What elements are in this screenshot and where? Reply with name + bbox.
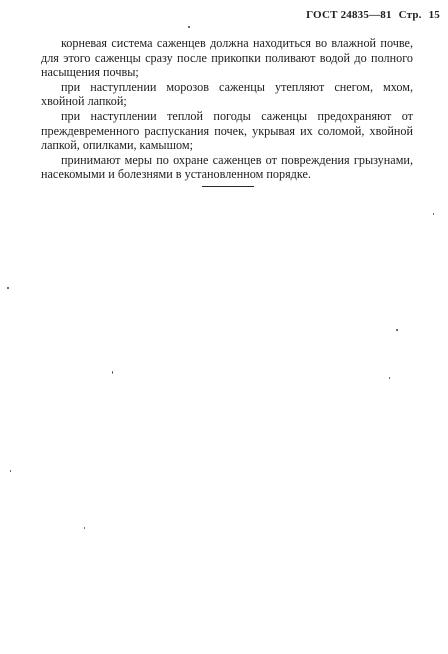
paragraph-warm-weather: при наступлении теплой погоды саженцы предохраняют от преждевременного распускания почек, укрывая их соломой, хвойной лапкой, опилками, камышом; <box>41 108 413 153</box>
paragraph-root-system: корневая система саженцев должна находиться во влажной почве, для этого саженцы сразу после прикопки поливают водой до полного насыщения почвы; <box>41 36 413 80</box>
body-text <box>41 36 413 182</box>
scan-speck <box>396 329 398 331</box>
scan-speck <box>188 26 190 28</box>
scan-speck <box>112 371 113 374</box>
page-label: Стр. <box>398 9 422 21</box>
paragraph-pest-protection: принимают меры по охране саженцев от повреждения грызунами, насекомыми и болезнями в установленном порядке. <box>41 152 413 182</box>
scan-speck <box>7 287 9 289</box>
standard-number: ГОСТ 24835—81 <box>306 9 392 21</box>
page-number: 15 <box>428 9 440 21</box>
scan-speck <box>10 470 11 472</box>
scan-speck <box>433 213 434 215</box>
end-divider <box>202 186 254 187</box>
paragraph-frost-protection: при наступлении морозов саженцы утепляют снегом, мхом, хвойной лапкой; <box>41 79 413 109</box>
scan-speck <box>84 527 85 529</box>
scan-speck <box>389 377 390 379</box>
page-header <box>302 9 440 21</box>
